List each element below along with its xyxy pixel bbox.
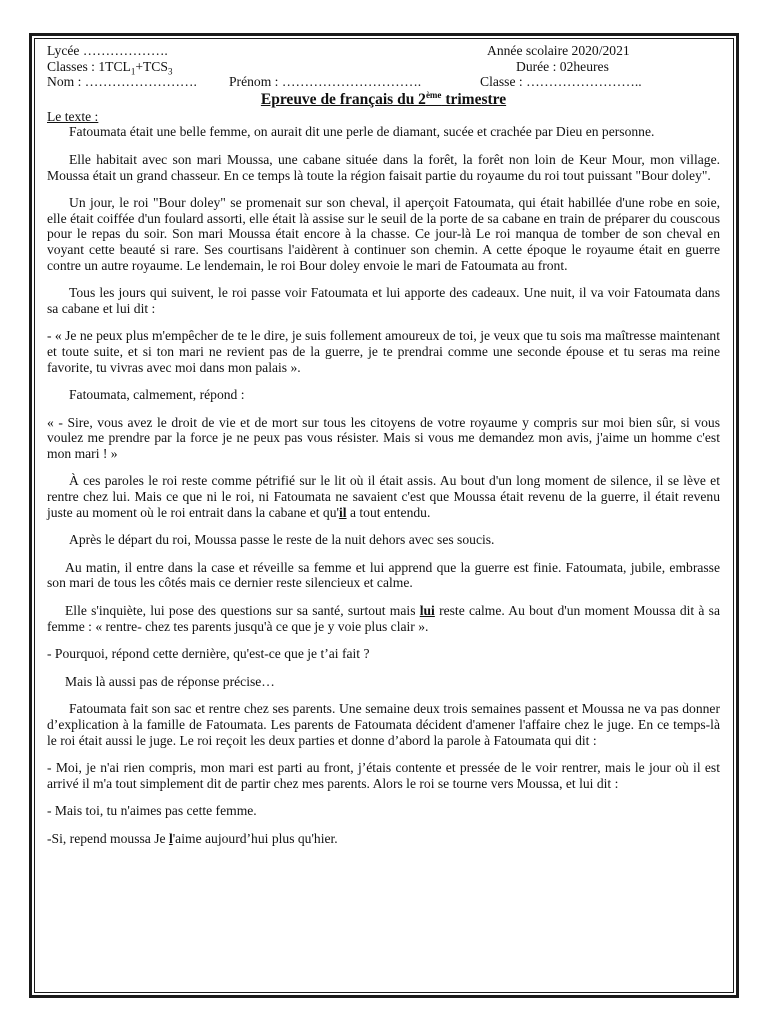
exam-title: Epreuve de français du 2ème trimestre: [260, 89, 507, 108]
paragraph-13: Mais là aussi pas de réponse précise…: [65, 673, 275, 689]
header-row-1: [47, 43, 720, 59]
school-year: Année scolaire 2020/2021: [487, 43, 630, 58]
prenom-field: Prénom : ………………………….: [229, 74, 422, 90]
texte-label: Le texte :: [47, 108, 99, 124]
classe-field: Classe : ……………………..: [480, 74, 642, 90]
paragraph-1: Fatoumata était une belle femme, on aurait dit une perle de diamant, sucée et crachée par Dieu en personne.: [69, 124, 655, 140]
paragraph-10: Au matin, il entre dans la case et réveille sa femme et lui apprend que la guerre est finie. Fatoumata, jubile, embrasse son mari de tous les côtés mais ce dernier reste silencieux et calme.: [47, 559, 720, 591]
paragraph-6: Fatoumata, calmement, répond :: [69, 387, 245, 403]
paragraph-5: - « Je ne peux plus m'empêcher de te le dire, je suis follement amoureux de toi, je veux que tu sois ma maîtresse maintenant et toute suite, et si ton mari ne revient pas de la guerre, je te prendrai comme une seconde épouse et tu seras ma reine favorite, tu vivras avec moi dans mon palais ».: [47, 328, 720, 375]
paragraph-9: Après le départ du roi, Moussa passe le reste de la nuit dehors avec ses soucis.: [69, 532, 495, 548]
duration: Durée : 02heures: [516, 58, 609, 74]
header-row-3: [47, 74, 720, 90]
lycee-field: Lycée ……………….: [47, 43, 168, 58]
paragraph-12: - Pourquoi, répond cette dernière, qu'est-ce que je t’ai fait ?: [47, 646, 370, 662]
paragraph-16: - Mais toi, tu n'aimes pas cette femme.: [47, 803, 257, 819]
paragraph-15: - Moi, je n'ai rien compris, mon mari est parti au front, j’étais contente et pressée de le voir rentrer, mais le jour où il est arrivé il m'a tout simplement dit de partir chez mes parents. Alors le roi se tourne vers Moussa, et lui dit :: [47, 760, 720, 791]
paragraph-3: Un jour, le roi "Bour doley" se promenait sur son cheval, il aperçoit Fatoumata, qui était habillée d'une robe en soie, elle était coiffée d'un foulard assorti, elle était là assise sur le seuil de la porte de sa cabane en train de préparer du couscous pour le repas du soir. Son mari Moussa était encore à la chasse. Ce jour-là Le roi manqua de tomber de son cheval en voyant cette beauté si rare. Ses courtisans l'aidèrent à continuer son chemin. A cette époque le royaume était en guerre contre un autre royaume. Le lendemain, le roi Bour doley envoie le mari de Fatoumata au front.: [47, 195, 720, 273]
paragraph-11: Elle s'inquiète, lui pose des questions sur sa santé, surtout mais lui reste calme. Au bout d'un moment Moussa dit à sa femme : « rentre- chez tes parents jusqu'à ce que je y voie plus clair ».: [47, 603, 720, 634]
document-body: [47, 43, 720, 859]
header-row-2: [47, 59, 720, 75]
classes-field: Classes : $1TCL_1+TCS_3$: [47, 58, 173, 77]
paragraph-7: « - Sire, vous avez le droit de vie et de mort sur tous les citoyens de votre royaume y compris sur moi bien sûr, si vous voulez me prendre par la force je ne peux pas vous résister. Mais si vous me demandez mon avis, j'aime un homme c'est mon mari ! »: [47, 414, 720, 461]
paragraph-8: À ces paroles le roi reste comme pétrifié sur le lit où il était assis. Au bout d'un long moment de silence, il se lève et rentre chez lui. Mais ce que ni le roi, ni Fatoumata ne savaient c'est que Moussa était revenu de la guerre, il était revenu juste au moment où le roi entrait dans la cabane et qu'il a tout entendu.: [47, 473, 720, 520]
paragraph-4: Tous les jours qui suivent, le roi passe voir Fatoumata et lui apporte des cadeaux. Une nuit, il va voir Fatoumata dans sa cabane et lui dit :: [47, 285, 720, 316]
paragraph-2: Elle habitait avec son mari Moussa, une cabane située dans la forêt, la forêt non loin de Keur Mour, mon village. Moussa était un grand chasseur. En ce temps là toute la région faisait partie du royaume du roi tout puissant "Bour doley".: [47, 151, 720, 183]
paragraph-17: -Si, repend moussa Je l'aime aujourd’hui plus qu'hier.: [47, 830, 338, 846]
nom-field: Nom : …………………….: [47, 74, 197, 90]
paragraph-14: Fatoumata fait son sac et rentre chez ses parents. Une semaine deux trois semaines passent et Moussa ne va pas donner d’explication à la famille de Fatoumata. Les parents de Fatoumata décident d'amener l'affaire chez le juge. En ce temps-là le roi était aussi le juge. Le roi reçoit les deux parties et donne d’abord la parole à Fatoumata qui dit :: [47, 701, 720, 748]
